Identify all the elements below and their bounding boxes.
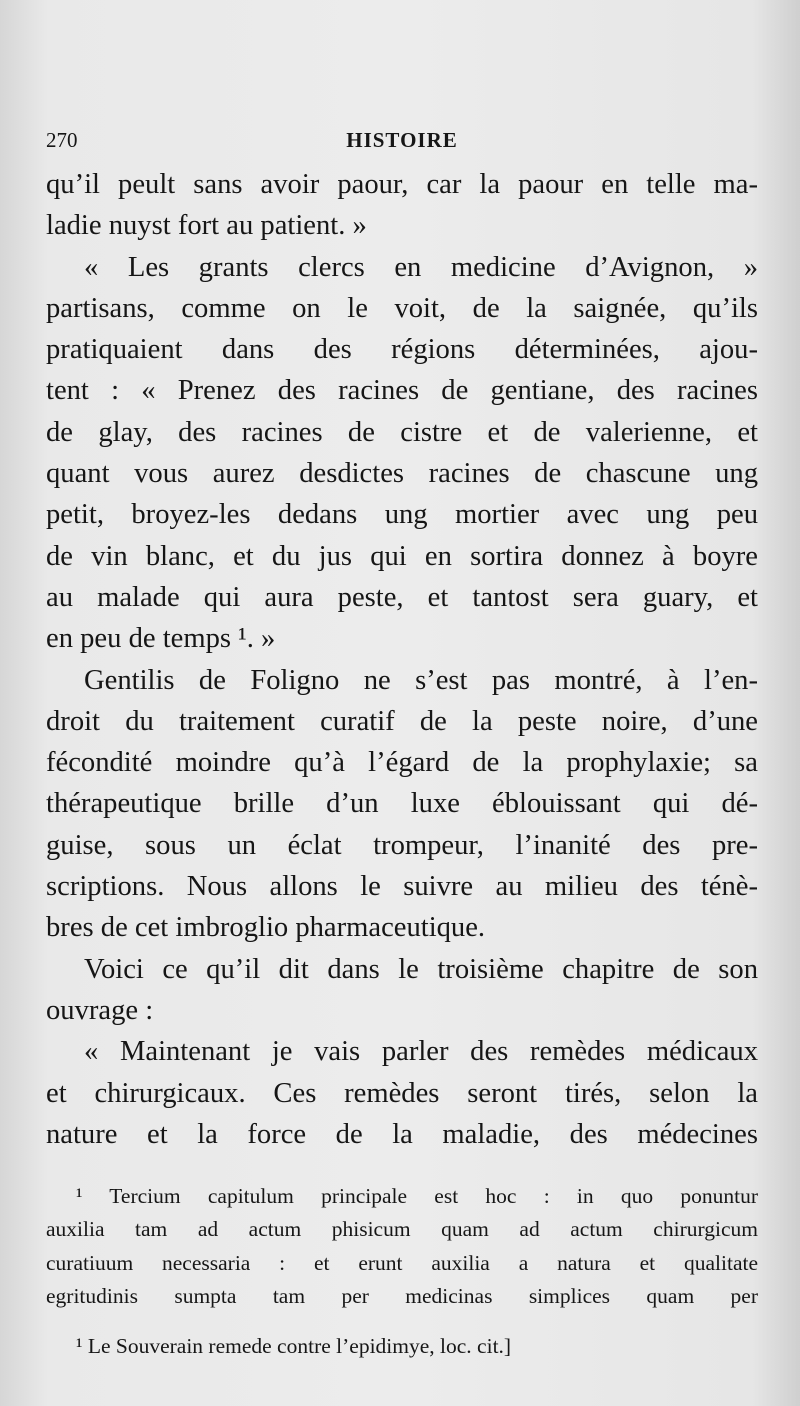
text-line: thérapeutique brille d’un luxe éblouissant qui dé- xyxy=(46,788,758,820)
footnote-line: egritudinis sumpta tam per medicinas simplices quam per xyxy=(46,1283,758,1308)
page-number: 270 xyxy=(46,128,78,152)
text-line: bres de cet imbroglio pharmaceutique. xyxy=(46,912,486,944)
text-line: « Maintenant je vais parler des remèdes médicaux xyxy=(84,1036,758,1068)
text-line: quant vous aurez desdictes racines de chascune ung xyxy=(46,458,758,490)
footnote-line: curatiuum necessaria : et erunt auxilia a natura et qualitate xyxy=(46,1250,758,1275)
text-line: Voici ce qu’il dit dans le troisième chapitre de son xyxy=(84,953,758,985)
text-line: de vin blanc, et du jus qui en sortira donnez à boyre xyxy=(46,540,758,572)
text-line: en peu de temps ¹. » xyxy=(46,623,276,655)
text-line: « Les grants clercs en medicine d’Avignon, » xyxy=(84,251,758,283)
text-line: fécondité moindre qu’à l’égard de la prophylaxie; sa xyxy=(46,747,758,779)
main-text xyxy=(46,164,758,1155)
footnote-latin xyxy=(46,1180,758,1313)
running-head: HISTOIRE xyxy=(346,128,458,152)
text-line: au malade qui aura peste, et tantost sera guary, et xyxy=(46,581,758,613)
text-line: Gentilis de Foligno ne s’est pas montré, à l’en- xyxy=(84,664,758,696)
text-line: scriptions. Nous allons le suivre au milieu des ténè- xyxy=(46,871,758,903)
text-line: petit, broyez-les dedans ung mortier avec ung peu xyxy=(46,499,758,531)
text-line: nature et la force de la maladie, des médecines xyxy=(46,1118,758,1150)
text-line: partisans, comme on le voit, de la saignée, qu’ils xyxy=(46,292,758,324)
text-line: qu’il peult sans avoir paour, car la paour en telle ma- xyxy=(46,169,758,200)
text-line: guise, sous un éclat trompeur, l’inanité des pre- xyxy=(46,829,758,861)
text-line: et chirurgicaux. Ces remèdes seront tirés, selon la xyxy=(46,1077,758,1109)
text-line: ouvrage : xyxy=(46,994,154,1026)
text-line: pratiquaient dans des régions déterminées, ajou- xyxy=(46,334,758,366)
text-line: de glay, des racines de cistre et de valerienne, et xyxy=(46,416,758,448)
text-line: ladie nuyst fort au patient. » xyxy=(46,210,367,242)
footnote-french xyxy=(46,1330,758,1363)
text-line: tent : « Prenez des racines de gentiane, des racines xyxy=(46,375,758,407)
page-header xyxy=(46,128,758,158)
footnote-line: ¹ Le Souverain remede contre l’epidimye, loc. cit.] xyxy=(76,1334,512,1358)
footnote-line: ¹ Tercium capitulum principale est hoc : in quo ponuntur xyxy=(76,1184,758,1208)
text-line: droit du traitement curatif de la peste noire, d’une xyxy=(46,705,758,737)
footnote-line: auxilia tam ad actum phisicum quam ad actum chirurgicum xyxy=(46,1217,758,1242)
